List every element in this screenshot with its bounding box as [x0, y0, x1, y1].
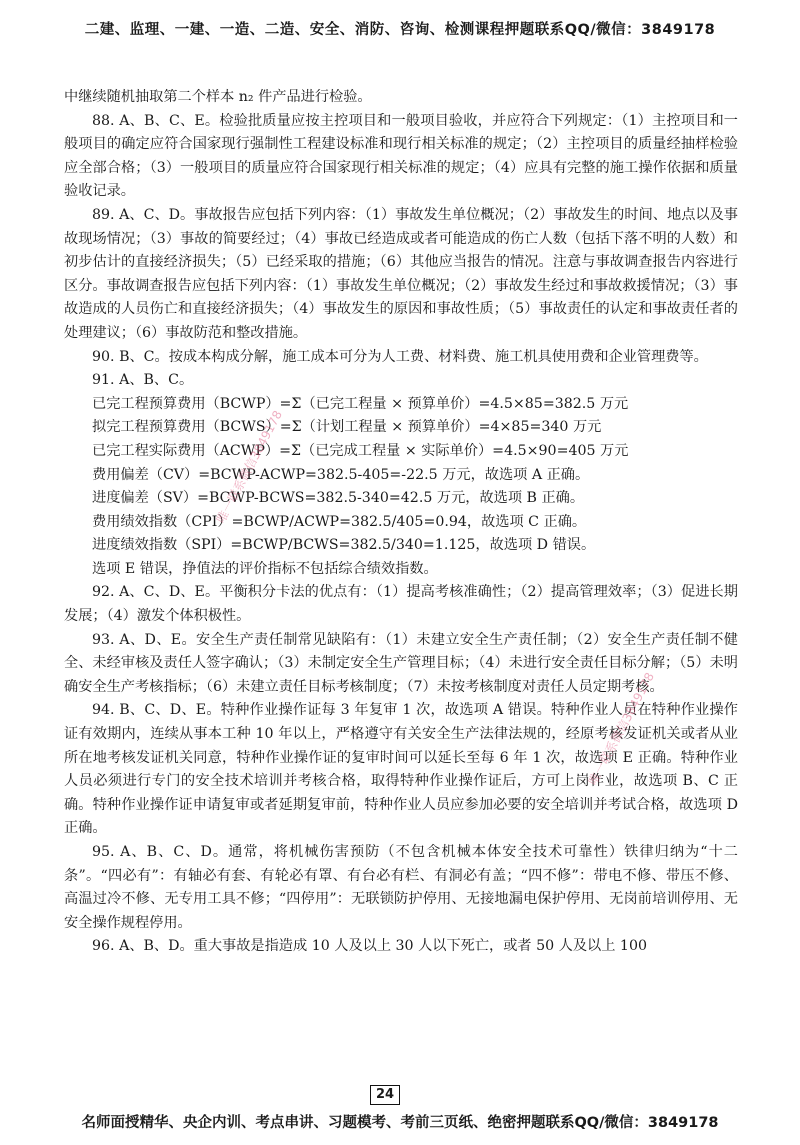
- paragraph: 已完工程实际费用（ACWP）=Σ（已完成工程量 × 实际单价）=4.5×90=405 万元: [92, 442, 629, 459]
- paragraph: 88. A、B、C、E。检验批质量应按主控项目和一般项目验收，并应符合下列规定：（1）主控项目和一般项目的确定应符合国家现行强制性工程建设标准和现行相关标准的规定；（2）主控项目的质量经抽样检验应全部合格；（3）一般项目的质量应符合国家现行相关标准的规定；（4）应具有完整的施工操作依据和质量验收记录。: [64, 112, 738, 200]
- page-footer: 名师面授精华、央企内训、考点串讲、习题模考、考前三页纸、绝密押题联系QQ/微信：3849178: [81, 1115, 719, 1131]
- paragraph: 89. A、C、D。事故报告应包括下列内容：（1）事故发生单位概况；（2）事故发生的时间、地点以及事故现场情况；（3）事故的简要经过；（4）事故已经造成或者可能造成的伤亡人数（包括下落不明的人数）和初步估计的直接经济损失；（5）已经采取的措施；（6）其他应当报告的情况。注意与事故调查报告内容进行区分。事故调查报告应包括下列内容：（1）事故发生单位概况；（2）事故发生经过和事故救援情况；（3）事故造成的人员伤亡和直接经济损失；（4）事故发生的原因和事故性质；（5）事故责任的认定和事故责任者的处理建议；（6）事故防范和整改措施。: [64, 206, 738, 341]
- page-header: 二建、监理、一建、一造、二造、安全、消防、咨询、检测课程押题联系QQ/微信：3849178: [84, 22, 716, 38]
- paragraph: 92. A、C、D、E。平衡积分卡法的优点有：（1）提高考核准确性；（2）提高管理效率；（3）促进长期发展；（4）激发个体积极性。: [64, 584, 738, 625]
- watermark: 唯一联系微信3849178: [585, 670, 658, 788]
- answer-text-body: [64, 86, 738, 959]
- watermark: 唯一联系微信3849178: [213, 408, 286, 526]
- paragraph: 选项 E 错误，挣值法的评价指标不包括综合绩效指数。: [92, 560, 438, 577]
- paragraph: 95. A、B、C、D。通常，将机械伤害预防（不包含机械本体安全技术可靠性）铁律归纳为“十二条”。“四必有”：有轴必有套、有轮必有罩、有台必有栏、有洞必有盖；“四不修”：带电不修、带压不修、高温过冷不修、无专用工具不修；“四停用”：无联锁防护停用、无接地漏电保护停用、无岗前培训停用、无安全操作规程停用。: [64, 844, 738, 931]
- paragraph: 90. B、C。按成本构成分解，施工成本可分为人工费、材料费、施工机具使用费和企业管理费等。: [92, 348, 708, 365]
- page-number: 24: [370, 1085, 400, 1105]
- paragraph: 中继续随机抽取第二个样本 n₂ 件产品进行检验。: [64, 89, 372, 105]
- paragraph: 93. A、D、E。安全生产责任制常见缺陷有：（1）未建立安全生产责任制；（2）安全生产责任制不健全、未经审核及责任人签字确认；（3）未制定安全生产管理目标；（4）未进行安全责任目标分解；（5）未明确安全生产考核指标；（6）未建立责任目标考核制度；（7）未按考核制度对责任人员定期考核。: [64, 631, 738, 695]
- paragraph: 进度偏差（SV）=BCWP-BCWS=382.5-340=42.5 万元，故选项 B 正确。: [92, 490, 585, 507]
- paragraph: 费用绩效指数（CPI）=BCWP/ACWP=382.5/405=0.94，故选项 C 正确。: [92, 513, 587, 530]
- paragraph: 已完工程预算费用（BCWP）=Σ（已完工程量 × 预算单价）=4.5×85=382.5 万元: [92, 395, 629, 412]
- paragraph: 费用偏差（CV）=BCWP-ACWP=382.5-405=-22.5 万元，故选项 A 正确。: [92, 466, 590, 483]
- paragraph: 91. A、B、C。: [92, 372, 194, 389]
- paragraph: 拟完工程预算费用（BCWS）=Σ（计划工程量 × 预算单价）=4×85=340 万元: [92, 419, 602, 436]
- paragraph: 94. B、C、D、E。特种作业操作证每 3 年复审 1 次，故选项 A 错误。特种作业人员在特种作业操作证有效期内，连续从事本工种 10 年以上，严格遵守有关安全生产法律法规的，经原考核发证机关或者从业所在地考核发证机关同意，特种作业操作证的复审时间可以延长至每 6 年 1 次，故选项 E 正确。特种作业人员必须进行专门的安全技术培训并考核合格，取得特种作业操作证后，方可上岗作业，故选项 B、C 正确。特种作业操作证申请复审或者延期复审前，特种作业人员应参加必要的安全培训并考试合格，故选项 D 正确。: [64, 702, 738, 837]
- paragraph: 进度绩效指数（SPI）=BCWP/BCWS=382.5/340=1.125，故选项 D 错误。: [92, 537, 596, 554]
- paragraph: 96. A、B、D。重大事故是指造成 10 人及以上 30 人以下死亡，或者 50 人及以上 100: [92, 938, 647, 955]
